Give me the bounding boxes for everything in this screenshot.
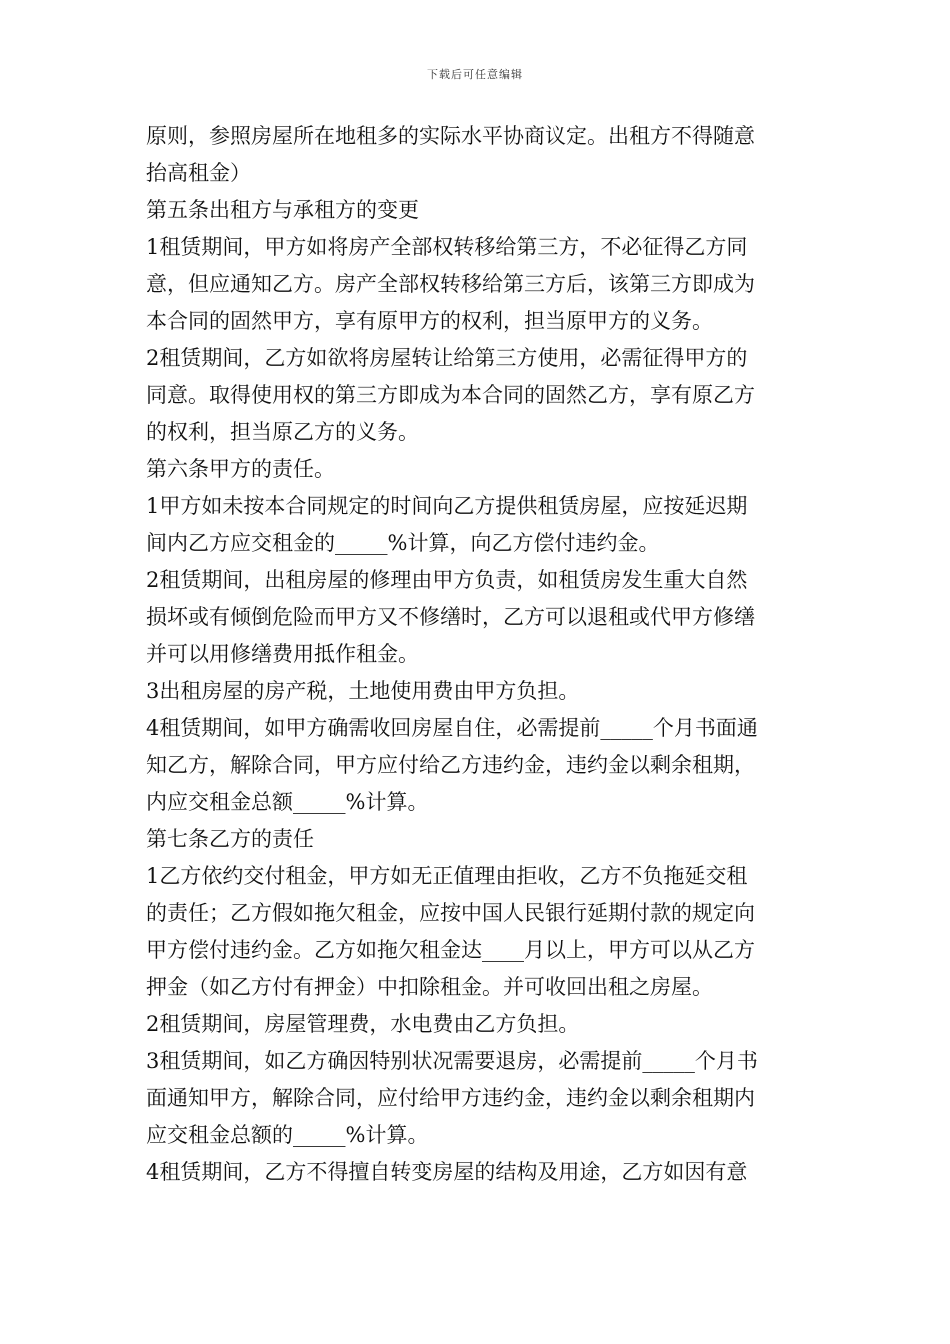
text-line: 知乙方，解除合同，甲方应付给乙方违约金，违约金以剩余租期， [146,753,755,777]
text-line: 抬高租金） [146,161,251,185]
section-heading: 第六条甲方的责任。 [146,457,335,481]
section-heading: 第七条乙方的责任 [146,827,314,851]
text-line: 内应交租金总额_____%计算。 [146,790,429,814]
text-line: 3出租房屋的房产税，土地使用费由甲方负担。 [146,679,580,703]
text-line: 4租赁期间，乙方不得擅自转变房屋的结构及用途，乙方如因有意 [146,1160,748,1184]
text-line: 同意。取得使用权的第三方即成为本合同的固然乙方，享有原乙方 [146,383,755,407]
text-line: 甲方偿付违约金。乙方如拖欠租金达____月以上，甲方可以从乙方 [146,938,755,962]
text-line: 本合同的固然甲方，享有原甲方的权利，担当原甲方的义务。 [146,309,713,333]
text-line: 的权利，担当原乙方的义务。 [146,420,419,444]
text-line: 原则，参照房屋所在地租多的实际水平协商议定。出租方不得随意 [146,124,755,148]
text-line: 的责任；乙方假如拖欠租金，应按中国人民银行延期付款的规定向 [146,901,755,925]
text-line: 2租赁期间，乙方如欲将房屋转让给第三方使用，必需征得甲方的 [146,346,748,370]
text-line: 意，但应通知乙方。房产全部权转移给第三方后，该第三方即成为 [146,272,755,296]
text-line: 间内乙方应交租金的_____%计算，向乙方偿付违约金。 [146,531,660,555]
text-line: 1乙方依约交付租金，甲方如无正值理由拒收，乙方不负拖延交租 [146,864,748,888]
text-line: 3租赁期间，如乙方确因特别状况需要退房，必需提前_____个月书 [146,1049,758,1073]
text-line: 4租赁期间，如甲方确需收回房屋自住，必需提前_____个月书面通 [146,716,758,740]
text-line: 1租赁期间，甲方如将房产全部权转移给第三方，不必征得乙方同 [146,235,748,259]
text-line: 损坏或有倾倒危险而甲方又不修缮时，乙方可以退租或代甲方修缮 [146,605,755,629]
text-line: 并可以用修缮费用抵作租金。 [146,642,419,666]
text-line: 1甲方如未按本合同规定的时间向乙方提供租赁房屋，应按延迟期 [146,494,748,518]
page-header-note: 下载后可任意编辑 [427,68,523,81]
text-line: 应交租金总额的_____%计算。 [146,1123,429,1147]
text-line: 押金（如乙方付有押金）中扣除租金。并可收回出租之房屋。 [146,975,713,999]
text-line: 2租赁期间，房屋管理费，水电费由乙方负担。 [146,1012,580,1036]
text-line: 面通知甲方，解除合同，应付给甲方违约金，违约金以剩余租期内 [146,1086,755,1110]
document-body [146,118,808,1191]
text-line: 2租赁期间，出租房屋的修理由甲方负责，如租赁房发生重大自然 [146,568,748,592]
section-heading: 第五条出租方与承租方的变更 [146,198,419,222]
